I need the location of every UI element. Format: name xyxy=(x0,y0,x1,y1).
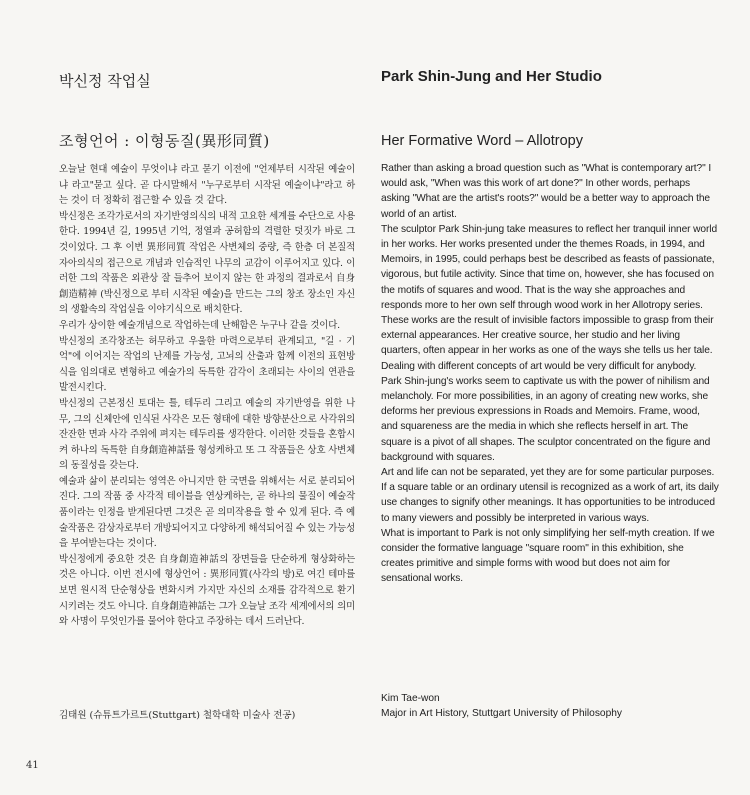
korean-paragraph: 오늘날 현대 예술이 무엇이냐 라고 묻기 이전에 "언제부터 시작된 예술이냐 라고"묻고 싶다. 곧 다시말해서 "누구로부터 시작된 예술이냐"라고 하는 것이 더 정확히 접근할 수 있을 것 같다. xyxy=(59,164,355,207)
korean-paragraph: 우리가 상이한 예술개념으로 작업하는데 난해함은 누구나 같을 것이다. xyxy=(59,319,340,331)
studio-title-korean: 박신정 작업실 xyxy=(59,72,151,90)
english-paragraph: Rather than asking a broad question such as "What is contemporary art?" I would ask, "When was this work of art done?" In other words, perhaps asking "What are the artist's roots?" would be a better way to approach the world of an artist. xyxy=(381,163,712,220)
studio-title-english: Park Shin-Jung and Her Studio xyxy=(381,68,602,85)
english-paragraph: What is important to Park is not only simplifying her self-myth creation. If we consider the formative language "square room" in this exhibition, she creates primitive and simple forms with wood but does not aim for sensational works. xyxy=(381,527,715,585)
author-credit-english xyxy=(381,691,719,721)
korean-paragraph: 박신정은 조각가로서의 자기반영의식의 내적 고요한 세계를 수단으로 사용한다. 1994년 길, 1995년 기억, 정열과 공허함의 격렬한 덧짓가 바로 그것이었다. 그 후 이번 異形同質 작업은 사변체의 중량, 즉 한층 더 본질적 자아의식의 접근으로 개념과 인습적인 나무의 교감이 이루어지고 있다. 이러한 그의 작품은 외관상 잘 들추어 보이지 않는 한 과정의 결과로서 自身創造精神 (박신정으로 부터 시작된 예술)을 만드는 그의 창조 장소인 자신의 생활속의 작업실을 이야기식으로 배치한다. xyxy=(59,210,355,316)
english-paragraph: The sculptor Park Shin-jung take measures to reflect her tranquil inner world in her works. Her works presented under the themes Roads, in 1994, and Memoirs, in 1995, could perhaps best be described as feasts of passionate, vigorous, but futile activity. Since that time on, however, she has focused on the motifs of squares and wood. That is the way she approaches and responds more to her own self through wood work in her Allotropy series. These works are the result of invisible factors impossible to grasp from their external appearances. Her creative source, her studio and her living quarters, often appear in her works as one of the ways she tells us her tale. xyxy=(381,223,718,357)
section-title-english: Her Formative Word – Allotropy xyxy=(381,133,583,149)
page-number: 41 xyxy=(26,760,39,771)
english-paragraph: Dealing with different concepts of art would be very difficult for anybody. Park Shin-jung's works seem to captivate us with the power of nihilism and melancholy. For more possibilities, in an agony of creating new works, she deforms her previous expressions in Roads and Memoirs. Frame, wood, and squareness are the media in which she reflects herself in art. The square is a pivot of all shapes. The sculptor concentrated on the figure and background with squares. xyxy=(381,360,711,463)
author-credit-korean: 김태원 (슈튜트가르트(Stuttgart) 철학대학 미술사 전공) xyxy=(59,710,296,721)
author-affiliation: Major in Art History, Stuttgart University of Philosophy xyxy=(381,708,623,719)
korean-body-text xyxy=(59,162,355,630)
english-paragraph: Art and life can not be separated, yet they are for some particular purposes. If a square table or an ordinary utensil is recognized as a work of art, its daily use changes to signify other meanings. It has opportunities to be introduced to many viewers and possibly be interpreted in various ways. xyxy=(381,467,719,524)
english-body-text xyxy=(381,161,719,587)
korean-paragraph: 예술과 삶이 분리되는 영역은 아니지만 한 국면을 위해서는 서로 분리되어진다. 그의 작품 중 사각적 테이블을 연상케하는, 곧 하나의 물질이 예술작품이라는 인정을 받게된다면 그것은 곧 의미작용을 할 수 있게 된다. 즉 예술작품은 감상자로부터 개방되어지고 다양하게 해석되어질 수 있는 가능성을 부여받는다는 것이다. xyxy=(59,475,355,550)
korean-paragraph: 박신정에게 중요한 것은 自身創造神話의 장면들을 단순하게 형상화하는 것은 아니다. 이번 전시에 형상언어 : 異形同質(사각의 방)로 여긴 테마를 보면 원시적 단순형상을 변화시켜 가지만 자신의 소재를 감각적으로 환기시키려는 것도 아니다. 自身創造神話는 그가 오늘날 조각 세계에서의 의미와 사명이 무엇인가를 물어야 한다고 주장하는 데서 드러난다. xyxy=(59,553,355,628)
section-title-korean: 조형언어 : 이형동질(異形同質) xyxy=(59,132,270,150)
korean-paragraph: 박신정의 조각창조는 허무하고 우울한 마력으로부터 관계되고, "길 · 기억"에 이어지는 작업의 난제를 가능성, 고뇌의 산출과 함께 이전의 표현방식을 임의대로 변형하고 예술가의 독특한 감각이 초래되는 사이의 연관을 발전시킨다. xyxy=(59,335,355,394)
author-name: Kim Tae-won xyxy=(381,693,440,704)
korean-paragraph: 박신정의 근본정신 토대는 틀, 테두리 그리고 예술의 자기반영을 위한 나무, 그의 신체안에 인식된 사각은 모든 형태에 대한 방향분산으로 사각위의 잔잔한 면과 사각 주위에 펴지는 테두리를 생각한다. 이러한 것들을 혼합시켜 하나의 독특한 自身創造神話를 형성케하고 또 그 작품들은 상호 사변체의 동질성을 갖는다. xyxy=(59,397,355,472)
